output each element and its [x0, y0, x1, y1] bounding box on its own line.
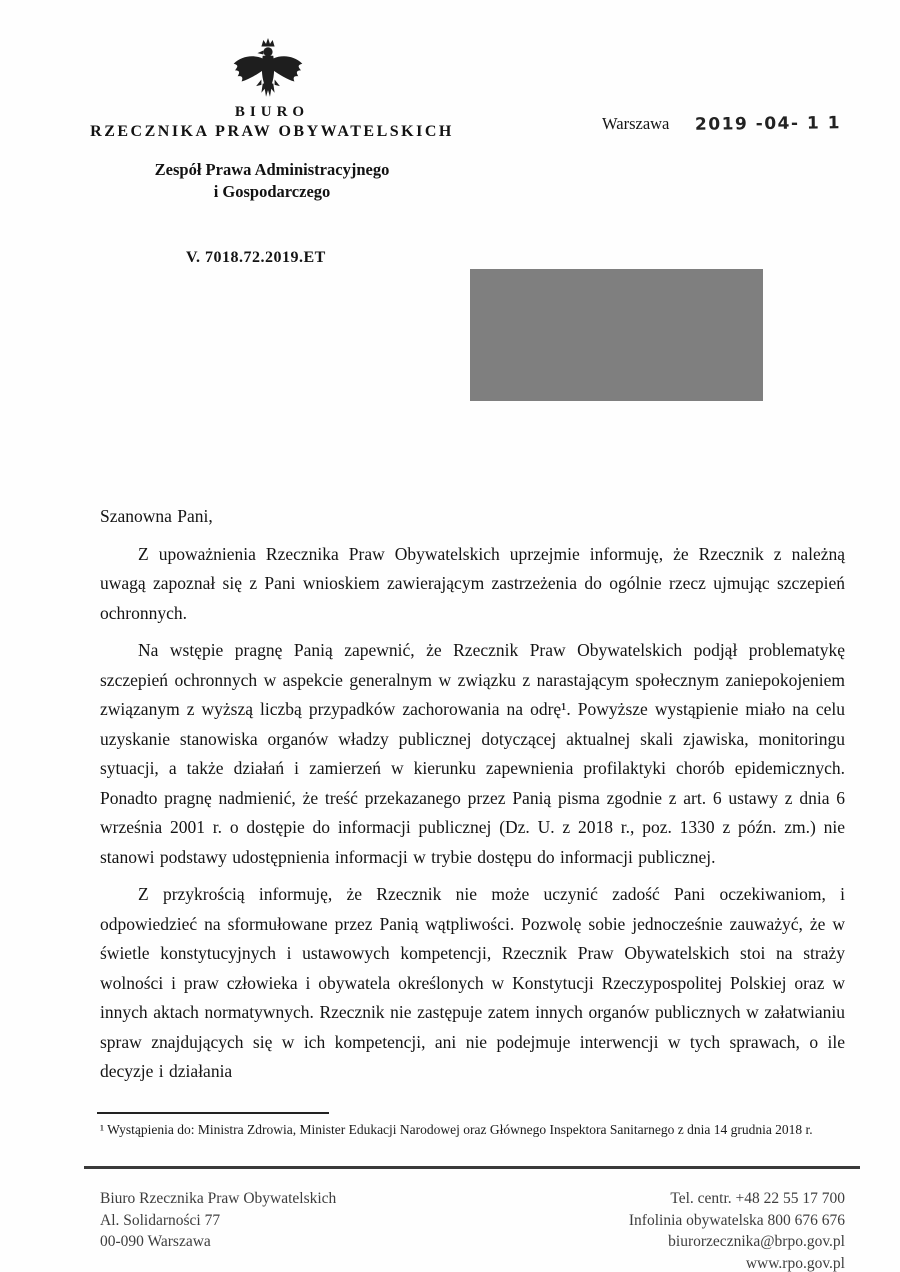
- city-label: Warszawa: [602, 114, 670, 133]
- footer-hotline: Infolinia obywatelska 800 676 676: [628, 1211, 845, 1229]
- department-line1: Zespół Prawa Administracyjnego: [154, 160, 390, 179]
- footer-phone: Tel. centr. +48 22 55 17 700: [670, 1190, 845, 1207]
- redacted-recipient-block: [470, 269, 763, 401]
- footnote-divider: [97, 1112, 329, 1114]
- footer-email: biurorzecznika@brpo.gov.pl: [668, 1233, 845, 1250]
- department-line2: i Gospodarczego: [213, 182, 331, 201]
- footnote-text: ¹ Wystąpienia do: Ministra Zdrowia, Minister Edukacji Narodowej oraz Głównego Inspektora Sanitarnego z dnia 14 grudnia 2018 r.: [100, 1122, 813, 1137]
- salutation: Szanowna Pani,: [100, 506, 213, 526]
- polish-eagle-emblem-icon: [226, 36, 310, 102]
- footer-contact: [485, 1188, 845, 1272]
- footer-postal-city: 00-090 Warszawa: [100, 1233, 211, 1250]
- body-paragraph: Z upoważnienia Rzecznika Praw Obywatelskich uprzejmie informuję, że Rzecznik z należną uwagą zapoznał się z Pani wnioskiem zawierającym zastrzeżenia do ogólnie rzecz ujmując szczepień ochronnych.: [100, 543, 845, 623]
- footer-office-name: Biuro Rzecznika Praw Obywatelskich: [100, 1190, 337, 1207]
- body-paragraph: Z przykrością informuję, że Rzecznik nie może uczynić zadość Pani oczekiwaniom, i odpowiedzieć na sformułowane przez Panią wątpliwości. Pozwolę sobie jednocześnie zauważyć, że w świetle konstytucyjnych i ustawowych kompetencji, Rzecznik Praw Obywatelskich stoi na straży wolności i praw człowieka i obywatela określonych w Konstytucji Rzeczypospolitej Polskiej oraz w innych aktach normatywnych. Rzecznik nie zastępuje zatem innych organów publicznych w załatwianiu spraw znajdujących się w ich kompetencji, ani nie podejmuje interwencji w tych sprawach, o ile decyzje i działania: [100, 884, 845, 1081]
- office-name-line1: BIURO: [234, 104, 310, 120]
- office-name-line2: RZECZNIKA PRAW OBYWATELSKICH: [90, 123, 454, 140]
- office-name: [52, 104, 492, 141]
- letter-body: [100, 502, 845, 1087]
- footer-address: [100, 1188, 460, 1253]
- body-paragraph: Na wstępie pragnę Panią zapewnić, że Rzecznik Praw Obywatelskich podjął problematykę szczepień ochronnych w aspekcie generalnym w związku z narastającym społecznym zaniepokojeniem związanym z wyższą liczbą przypadków zachorowania na odrę¹. Powyższe wystąpienie miało na celu uzyskanie stanowiska organów władzy publicznej dotyczącej aktualnej skali zjawiska, monitoringu sytuacji, a także działań i zamierzeń w kierunku zapewnienia profilaktyki chorób epidemicznych. Ponadto pragnę nadmienić, że treść przekazanego przez Panią pisma zgodnie z art. 6 ustawy z dnia 6 września 2001 r. o dostępie do informacji publicznej (Dz. U. z 2018 r., poz. 1330 z późn. zm.) nie stanowi podstawy udostępnienia informacji w trybie dostępu do informacji publicznej.: [100, 640, 845, 867]
- footer-divider: [84, 1166, 860, 1169]
- date-stamp: 2019 -04- 1 1: [695, 113, 842, 135]
- reference-number: V. 7018.72.2019.ET: [186, 249, 326, 266]
- date-block: [602, 114, 882, 134]
- department-name: [52, 160, 492, 202]
- footer-street: Al. Solidarności 77: [100, 1211, 221, 1229]
- footer-website: www.rpo.gov.pl: [745, 1254, 845, 1272]
